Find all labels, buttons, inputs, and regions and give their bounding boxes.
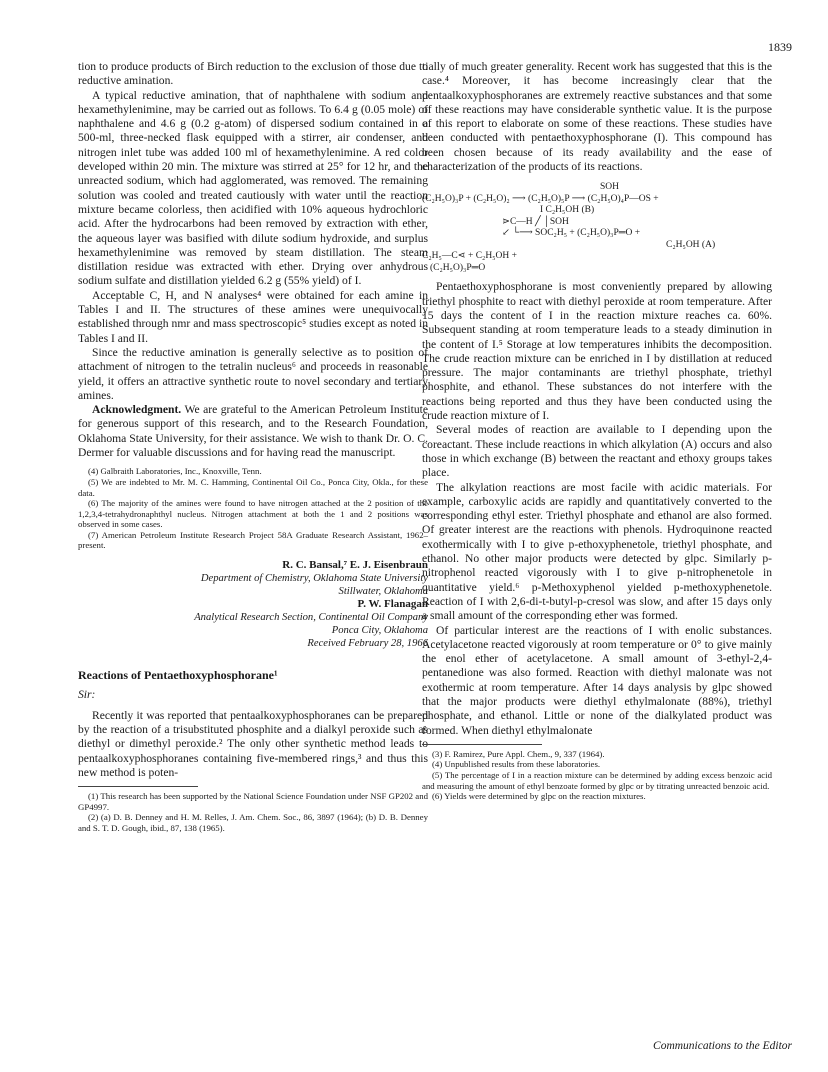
- acknowledgment: [78, 403, 428, 460]
- footnote-rule: [422, 744, 542, 745]
- paragraph: tially of much greater generality. Recent work has suggested that this is the case.⁴ Moreover, it has become increasingly clear that the pentaalkoxyphosphoranes are extremely reactive substances and that some of these reactions may have considerable synthetic value. It is the purpose of this report to elaborate on some of these reactions. These studies have been conducted with pentaethoxyphosphorane (I). This compound has been chosen because of its ready availability and the ease of characterization of the products of its reactions.: [422, 60, 772, 174]
- paragraph: tion to produce products of Birch reduction to the exclusion of those due to reductive amination.: [78, 60, 428, 88]
- paragraph: Pentaethoxyphosphorane is most conveniently prepared by allowing triethyl phosphite to react with diethyl peroxide at room temperature. After 15 days the content of I in the reaction mixture reaches ca. 60%. Subsequent standing at room temperature leads to a steady diminution in the content of I.⁵ Storage at low temperatures inhibits the decomposition. The crude reaction mixture can be enriched in I by distillation at reduced pressure. The major contaminants are triethyl phosphate, triethyl phosphite, and ethanol. These substances do not interfere with the reactions being reported and thus they have been conducted using the crude reaction mixture of I.: [422, 280, 772, 423]
- acknowledgment-heading: Acknowledgment.: [92, 403, 182, 417]
- paragraph: Several modes of reaction are available to I depending upon the coreactant. These include reactions in which alkylation (A) occurs and also those in which exchange (B) between the reactant and ethoxy groups takes place.: [422, 423, 772, 480]
- author-names: P. W. Flanagan: [357, 598, 428, 611]
- footnotes: [78, 791, 428, 833]
- footnote: (6) Yields were determined by glpc on the reaction mixtures.: [432, 791, 646, 802]
- paragraph: Recently it was reported that pentaalkoxyphosphoranes can be prepared by the reaction of a trisubstituted phosphite and a dialkyl peroxide such as diethyl or dimethyl peroxide.² The only other synthetic method leads to pentaalkoxyphosphoranes containing five-membered rings,³ and thus this new method is poten-: [78, 708, 428, 779]
- scheme-line: I C₂H₅OH (B): [540, 205, 595, 216]
- scheme-line: (C₂H₅O)₃P═O: [430, 262, 486, 273]
- article-title: Reactions of Pentaethoxyphosphorane¹: [78, 668, 278, 683]
- signature-block: [78, 559, 428, 650]
- salutation: Sir:: [78, 688, 96, 702]
- page-number: 1839: [768, 40, 792, 54]
- footnote: (2) (a) D. B. Denney and H. M. Relles, J. Am. Chem. Soc., 86, 3897 (1964); (b) D. B. Denney and S. T. D. Gough, ibid., 87, 138 (1965).: [78, 812, 428, 833]
- left-column: [78, 60, 428, 834]
- affiliation: Analytical Research Section, Continental Oil Company: [194, 612, 428, 624]
- affiliation-city: Ponca City, Oklahoma: [331, 625, 428, 637]
- acknowledgment-text: We are grateful to the American Petroleum Institute for generous support of this research, and to the Research Foundation, Oklahoma State University, for their assistance. We wish to thank Dr. O. C. Dermer for valuable discussions and for having read the manuscript.: [78, 403, 428, 460]
- scheme-line: C₂H₅OH (A): [666, 239, 716, 250]
- affiliation-city: Stillwater, Oklahoma: [338, 586, 428, 598]
- received-date: Received February 28, 1966: [307, 638, 428, 650]
- footnote: (5) The percentage of I in a reaction mixture can be determined by adding excess benzoic acid and measuring the amount of ethyl benzoate formed by glpc or by titrating unreacted benzoic acid.: [422, 770, 772, 791]
- reaction-scheme: [422, 182, 772, 274]
- footnote: (3) F. Ramirez, Pure Appl. Chem., 9, 337 (1964).: [432, 748, 605, 759]
- scheme-line: (C₂H₅O)₃P + (C₂H₅O)₂ ⟶ (C₂H₅O)₅P ⟶ (C₂H₅O)₄P—OS +: [422, 193, 659, 204]
- footnote: (4) Galbraith Laboratories, Inc., Knoxville, Tenn.: [88, 466, 262, 477]
- paragraph: A typical reductive amination, that of naphthalene with sodium and hexamethylenimine, may be carried out as follows. To 6.4 g (0.05 mole) of naphthalene and 4.6 g (0.2 g-atom) of dispersed sodium contained in a 500-ml, three-necked flask equipped with a stirrer, air condenser, and nitrogen inlet tube was added 100 ml of hexamethylenimine. A red color developed within 20 min. The mixture was stirred at 25° for 12 hr, and the unreacted sodium, which had agglomerated, was removed. The remaining solution was cooled and treated cautiously with water until the reaction mixture became colorless, then acidified with 10% aqueous hydrochloric acid. After the hydrocarbons had been removed by extraction with ether, the aqueous layer was basified with dilute sodium hydroxide, and surplus hexamethylenimine was removed by steam distillation. The steam distillation residue was extracted with ether. Drying over anhydrous sodium sulfate and distillation yielded 6.2 g (55% yield) of I.: [78, 88, 428, 288]
- footnote: (6) The majority of the amines were found to have nitrogen attached at the 2 position of the 1,2,3,4-tetrahydronaphthyl nucleus. Nitrogen attachment at both the 1 and 2 positions was observed in some cases.: [78, 498, 428, 530]
- scheme-line: C₂H₅—C⋖ + C₂H₅OH +: [422, 251, 517, 262]
- scheme-line: ⋗C—H ╱ │SOH: [502, 216, 569, 227]
- footnote-rule: [78, 786, 198, 787]
- footnotes: [78, 466, 428, 551]
- paragraph: Since the reductive amination is generally selective as to position of attachment of nitrogen to the tetralin nucleus⁶ and proceeds in reasonable yield, it offers an attractive synthetic route to novel secondary and tertiary amines.: [78, 345, 428, 402]
- right-column: [422, 60, 772, 802]
- affiliation: Department of Chemistry, Oklahoma State University: [200, 573, 428, 585]
- footnote: (4) Unpublished results from these laboratories.: [432, 759, 601, 770]
- paragraph: Acceptable C, H, and N analyses⁴ were obtained for each amine in Tables I and II. The structures of these amines were unequivocally established through nmr and mass spectroscopic⁵ studies except as noted in Tables I and II.: [78, 288, 428, 345]
- paragraph: Of particular interest are the reactions of I with enolic substances. Acetylacetone reacted vigorously at room temperature or 0° to give mainly the enol ether of acetylacetone. A small amount of 3-ethyl-2,4-pentanedione was also formed. Reaction with diethyl malonate was not exothermic at room temperature. After 14 days analysis by glpc showed that the major products were diethyl ethylmalonate (88%), triethyl phosphate, and ethanol. Little or none of the dialkylated product was formed. When diethyl ethylmalonate: [422, 623, 772, 737]
- footnote: (5) We are indebted to Mr. M. C. Hamming, Continental Oil Co., Ponca City, Okla., for these data.: [78, 476, 428, 498]
- scheme-line: ↙ └⟶ SOC₂H₅ + (C₂H₅O)₃P═O +: [502, 228, 641, 239]
- footnotes: [422, 749, 772, 802]
- author-names: R. C. Bansal,⁷ E. J. Eisenbraun: [282, 559, 428, 572]
- footnote: (1) This research has been supported by the National Science Foundation under NSF GP202 and GP4997.: [78, 791, 428, 812]
- scheme-line: SOH: [600, 182, 620, 193]
- footnote: (7) American Petroleum Institute Research Project 58A Graduate Research Assistant, 1962–present.: [78, 529, 428, 551]
- paragraph: The alkylation reactions are most facile with acidic materials. For example, carboxylic acids are rapidly and quantitatively converted to the corresponding ethyl ester. Triethyl phosphate and ethanol are also formed. Of greater interest are the reactions with phenols. Hydroquinone reacted exothermically with I to give p-ethoxyphenetole, triethyl phosphate, and ethanol. No other major products were detected by glpc. Similarly p-nitrophenol reacted vigorously with I to give p-nitrophenetole in quantitative yield.⁶ p-Methoxyphenol yielded p-methoxyphenetole. Reaction of I with 2,6-di-t-butyl-p-cresol was slow, and after 15 days only a small amount of the corresponding ether was formed.: [422, 480, 772, 623]
- running-footer: Communications to the Editor: [653, 1040, 792, 1052]
